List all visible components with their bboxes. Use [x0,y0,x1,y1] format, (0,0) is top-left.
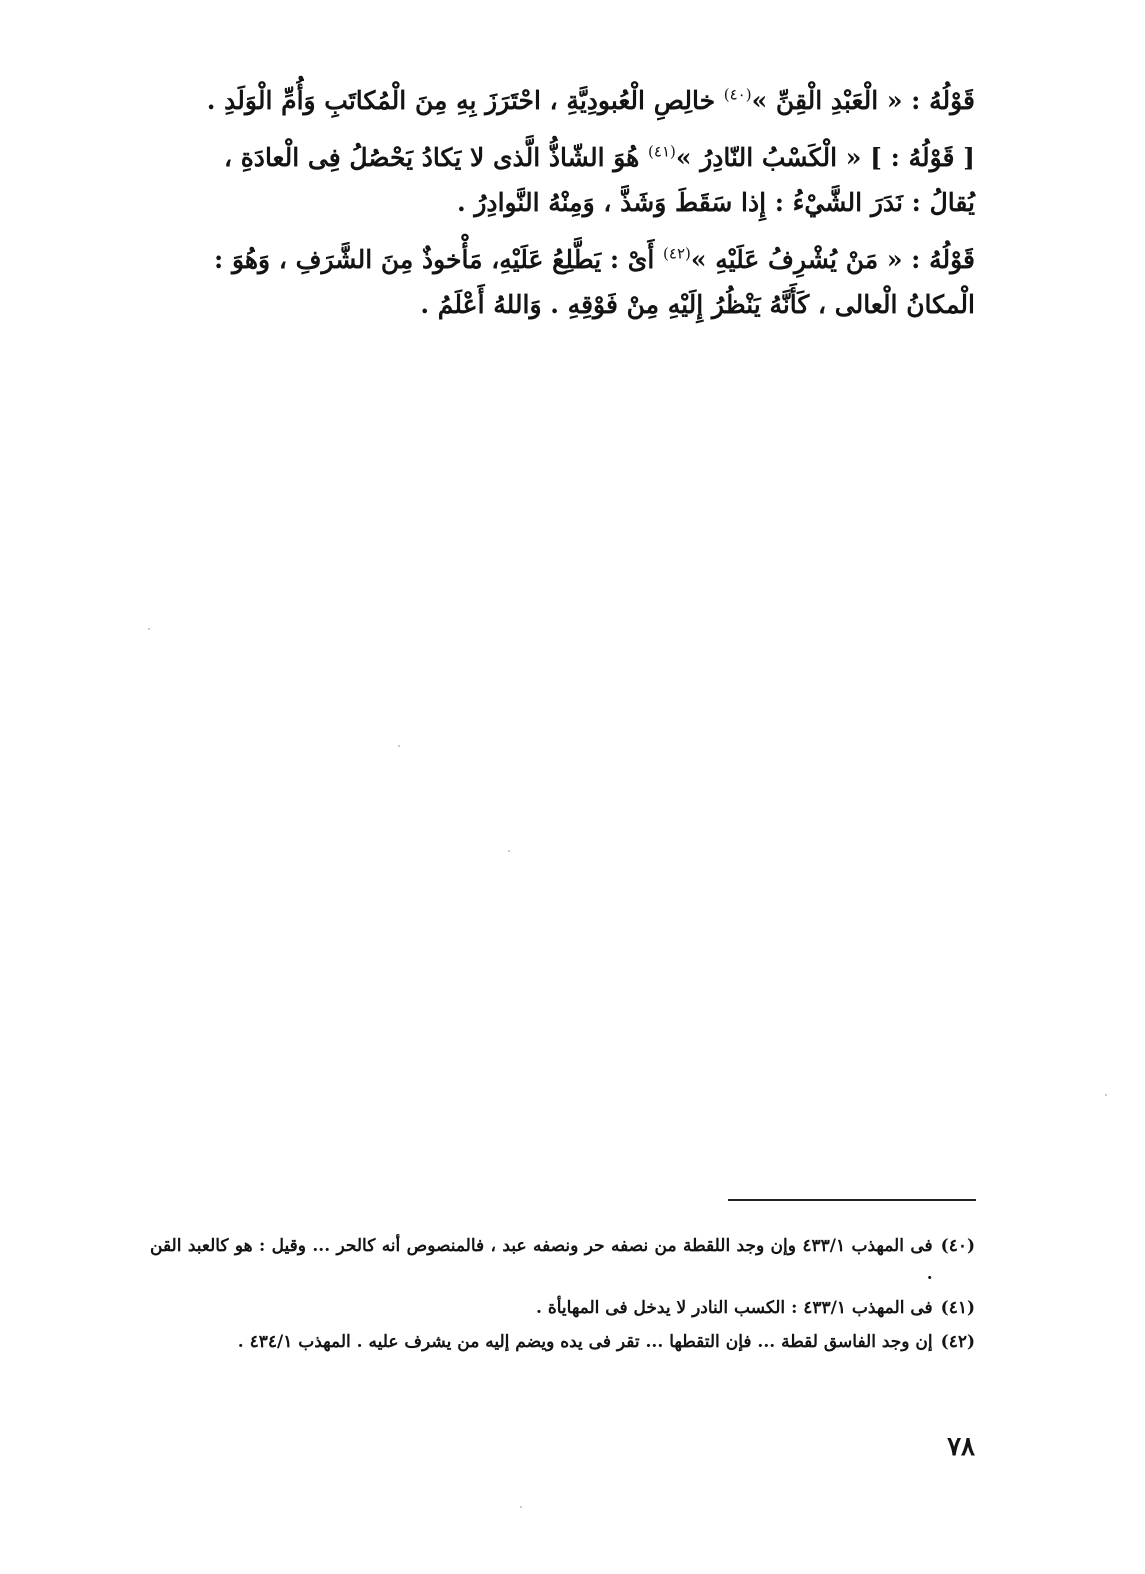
line-text: أَىْ : يَطَّلِعُ عَلَيْهِ، مَأْخوذٌ مِنَ الشَّرَفِ ، وَهُوَ : [214,245,664,274]
footnote-number: (٤١) [940,1298,975,1318]
text-line [150,180,975,225]
scan-speck [148,628,150,630]
paragraph-qinn [150,78,975,123]
footnote-text: إن وجد الفاسق لقطة ... فإن التقطها ... تقر فى يده ويضم إليه من يشرف عليه . المهذب ٤٣٤/١ . [237,1332,933,1352]
footnote-separator [728,1199,976,1201]
paragraph-yushrif [150,237,975,327]
footnote-ref-41[interactable]: (٤١) [648,142,676,161]
text-line [150,237,975,282]
line-text: قَوْلُهُ : « الْعَبْدِ الْقِنِّ » [751,86,975,115]
text-line [150,135,975,180]
footnote-ref-42[interactable]: (٤٢) [663,244,691,263]
text-line [150,78,975,123]
page-number: ٧٨ [947,1432,975,1462]
scan-speck [520,1506,522,1508]
line-text: يُقالُ : نَدَرَ الشَّيْءُ : إِذا سَقَطَ وَشَذَّ ، وَمِنْهُ النَّوادِرُ . [456,188,975,217]
footnotes-section [150,1232,975,1362]
scan-speck [508,850,510,852]
footnote-number: (٤٠) [940,1236,975,1256]
scan-speck [1105,1094,1107,1096]
line-text: [ قَوْلُهُ : ] « الْكَسْبُ النّادِرُ » [675,143,975,172]
line-text: هُوَ الشّاذُّ الَّذى لا يَكادُ يَحْصُلُ فِى الْعادَةِ ، [223,143,649,172]
text-line [150,282,975,327]
main-text [150,78,975,339]
paragraph-nadir [150,135,975,225]
footnote-40 [150,1232,975,1288]
footnote-42 [150,1328,975,1356]
line-text: خالِصِ الْعُبودِيَّةِ ، احْتَرَزَ بِهِ مِنَ الْمُكاتَبِ وَأُمِّ الْوَلَدِ . [206,86,724,115]
line-text: قَوْلُهُ : « مَنْ يُشْرِفُ عَلَيْهِ » [690,245,975,274]
footnote-number: (٤٢) [940,1332,975,1352]
footnote-41 [150,1294,975,1322]
footnote-text: فى المهذب ٤٣٣/١ وإن وجد اللقطة من نصفه حر ونصفه عبد ، فالمنصوص أنه كالحر ... وقيل : هو كالعبد القن . [150,1236,933,1284]
scan-speck [398,745,400,747]
line-text: الْمكانُ الْعالى ، كَأَنَّهُ يَنْظُرُ إِلَيْهِ مِنْ فَوْقِهِ . وَاللهُ أَعْلَمُ . [420,290,975,319]
footnote-text: فى المهذب ٤٣٣/١ : الكسب النادر لا يدخل فى المهايأة . [535,1298,933,1318]
footnote-ref-40[interactable]: (٤٠) [723,85,752,104]
